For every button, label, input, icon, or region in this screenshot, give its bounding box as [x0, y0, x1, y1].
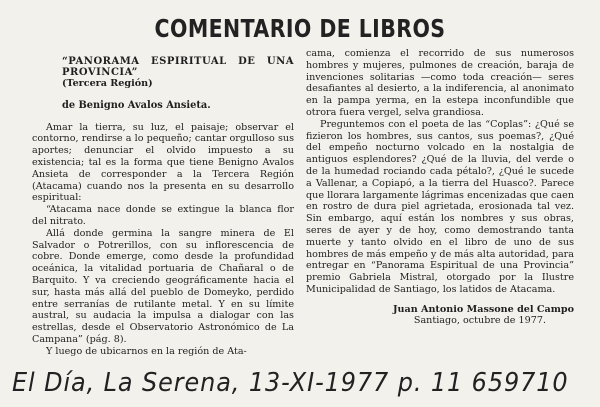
- paragraph: cama, comienza el recorrido de sus numerosos hombres y mujeres, pulmones de creación, baraja de invenciones solitarias —como toda creación— seres desafiantes al desierto, a la indiferencia, al anonimato en la pampa yerma, en la estepa inconfundible que otrora fuera vergel, selva grandiosa.: [306, 48, 574, 118]
- signature: [306, 304, 574, 326]
- article-right-column: [306, 48, 574, 326]
- section-headline: COMENTARIO DE LIBROS: [154, 14, 446, 43]
- book-subtitle: (Tercera Región): [62, 78, 153, 89]
- paragraph: Preguntemos con el poeta de las “Coplas”: ¿Qué se fizieron los hombres, sus cantos, sus poemas?, ¿Qué del empeño nocturno volcado en la nostalgia de antiguos esplendores? ¿Qué de la lluvia, del verde o de la humedad rociando cada pétalo?, ¿Qué le sucede a Vallenar, a Copiapó, a la tierra del Huasco?. Parece que llorara largamente lágrimas encenizadas que caen en rostro de dura piel agrietada, erosionada tal vez. Sin embargo, aquí están los nombres y sus obras, seres de ayer y de hoy, como demostrando tanta muerte y tanto olvido en el libro de uno de sus hombres de más empeño y de más alta autoridad, para entregar en “Panorama Espiritual de una Provincia” premio Gabriela Mistral, otorgado por la Ilustre Municipalidad de Santiago, los latidos de Atacama.: [306, 118, 574, 295]
- paragraph: Allá donde germina la sangre minera de El Salvador o Potrerillos, con su inflorescencia de cobre. Donde emerge, como desde la profundidad oceánica, la vitalidad portuaria de Chañaral o de Barquito. Y va creciendo geográficamente hacia el sur, hasta más allá del pueblo de Domeyko, perdido entre serranías de rutilante metal. Y en su límite austral, su audacia la impulsa a dialogar con las estrellas, desde el Observatorio Astronómico de La Campana” (pág. 8).: [32, 227, 294, 345]
- article-left-column: [32, 56, 294, 358]
- book-author-byline: de Benigno Avalos Ansieta.: [62, 99, 211, 111]
- signature-place-date: Santiago, octubre de 1977.: [413, 314, 546, 326]
- paragraph: Amar la tierra, su luz, el paisaje; observar el contorno, rendirse a lo pequeño; cantar orgulloso sus aportes; denunciar el olvido impuesto a su existencia; tal es la forma que tiene Benigno Avalos Ansieta de corresponder a la Tercera Región (Atacama) cuando nos la presenta en su desarrollo espiritual:: [32, 121, 294, 204]
- paragraph: “Atacama nace donde se extingue la blanca flor del nitrato.: [32, 204, 294, 227]
- book-title: “PANORAMA ESPIRITUAL DE UNA PROVINCIA”: [62, 56, 294, 78]
- signature-name: Juan Antonio Massone del Campo: [392, 303, 574, 315]
- handwritten-source-note: El Día, La Serena, 13-XI-1977 p. 11 659710: [12, 368, 569, 398]
- paragraph: Y luego de ubicarnos en la región de Ata-: [46, 345, 247, 357]
